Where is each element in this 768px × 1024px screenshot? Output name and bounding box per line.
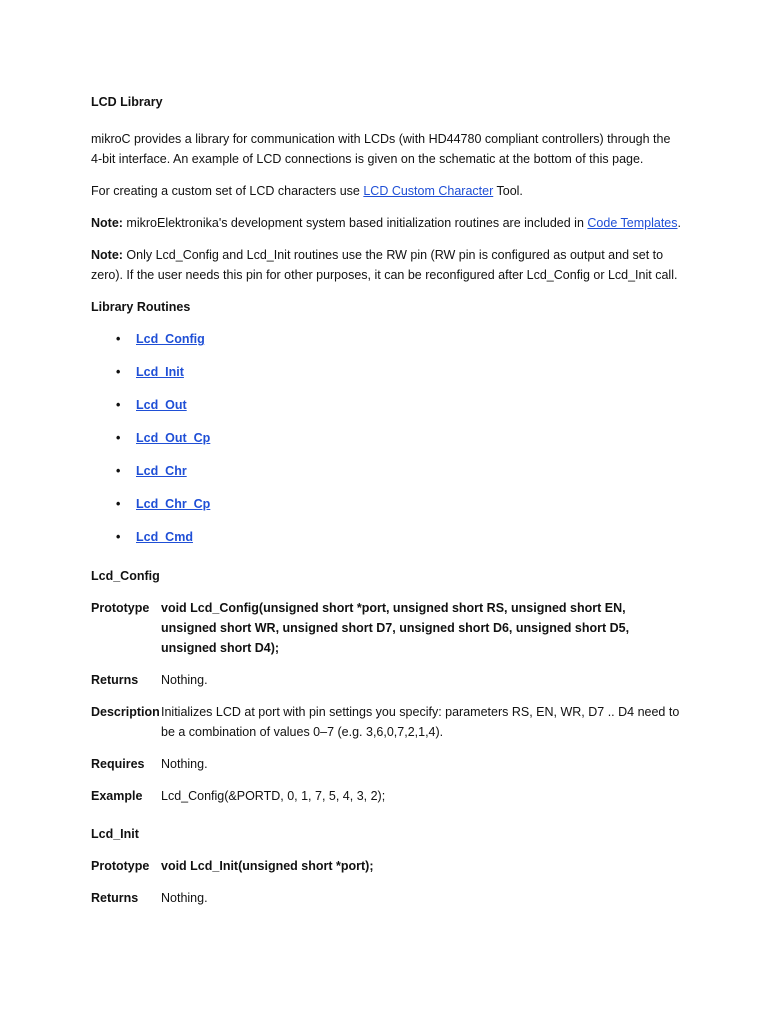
custom-character-paragraph [91, 181, 681, 201]
list-item [91, 494, 681, 527]
lcd-config-table [91, 598, 681, 818]
prototype-label: Prototype [91, 601, 150, 615]
intro-paragraph: mikroC provides a library for communication with LCDs (with HD44780 compliant controllers) through the 4-bit interface. An example of LCD connections is given on the schematic at the bottom of this page. [91, 132, 671, 166]
table-row [91, 786, 681, 818]
example-value: Lcd_Config(&PORTD, 0, 1, 7, 5, 4, 3, 2); [161, 789, 386, 803]
table-row [91, 856, 681, 888]
routine-link-lcd-cmd[interactable]: Lcd_Cmd [136, 530, 193, 544]
table-row [91, 670, 681, 702]
custom-prefix-text: For creating a custom set of LCD characters use [91, 184, 364, 198]
routine-link-lcd-chr[interactable]: Lcd_Chr [136, 464, 187, 478]
example-label: Example [91, 789, 143, 803]
table-row [91, 888, 681, 920]
description-value: Initializes LCD at port with pin settings you specify: parameters RS, EN, WR, D7 .. D4 need to be a combination of values 0–7 (e.g. 3,6,0,7,2,1,4). [161, 705, 680, 739]
note-rw-pin [91, 245, 681, 285]
bullet-icon: • [116, 431, 121, 445]
list-item [91, 428, 681, 461]
requires-label: Requires [91, 757, 145, 771]
table-row [91, 702, 681, 754]
bullet-icon: • [116, 464, 121, 478]
bullet-icon: • [116, 530, 121, 544]
returns-value: Nothing. [161, 891, 208, 905]
bullet-icon: • [116, 365, 121, 379]
prototype-value: void Lcd_Config(unsigned short *port, unsigned short RS, unsigned short EN, unsigned short WR, unsigned short D7, unsigned short D6, unsigned short D5, unsigned short D4); [161, 601, 630, 655]
note-text: mikroElektronika's development system based initialization routines are included in [122, 216, 588, 230]
note-text: Only Lcd_Config and Lcd_Init routines use the RW pin (RW pin is configured as output and set to zero). If the user needs this pin for other purposes, it can be reconfigured after Lcd_Config or Lcd_Init call. [91, 248, 678, 282]
lcd-config-heading: Lcd_Config [91, 569, 160, 583]
table-row [91, 754, 681, 786]
prototype-value: void Lcd_Init(unsigned short *port); [161, 859, 374, 873]
routine-link-lcd-chr-cp[interactable]: Lcd_Chr_Cp [136, 497, 211, 511]
lcd-custom-character-link[interactable]: LCD Custom Character [363, 184, 494, 198]
bullet-icon: • [116, 332, 121, 346]
routine-link-lcd-out[interactable]: Lcd_Out [136, 398, 187, 412]
list-item [91, 329, 681, 362]
lcd-init-table [91, 856, 681, 920]
requires-value: Nothing. [161, 757, 208, 771]
returns-label: Returns [91, 673, 139, 687]
returns-label: Returns [91, 891, 139, 905]
routine-link-lcd-config[interactable]: Lcd_Config [136, 332, 205, 346]
bullet-icon: • [116, 398, 121, 412]
note-code-templates [91, 213, 681, 233]
note-label: Note: [91, 248, 123, 262]
note-label: Note: [91, 216, 123, 230]
bullet-icon: • [116, 497, 121, 511]
returns-value: Nothing. [161, 673, 208, 687]
code-templates-link[interactable]: Code Templates [587, 216, 678, 230]
prototype-label: Prototype [91, 859, 150, 873]
routine-link-lcd-out-cp[interactable]: Lcd_Out_Cp [136, 431, 211, 445]
lcd-init-heading: Lcd_Init [91, 827, 139, 841]
table-row [91, 598, 681, 670]
routines-list [91, 329, 681, 560]
list-item [91, 461, 681, 494]
document-page [91, 92, 681, 926]
note-end: . [677, 216, 681, 230]
list-item [91, 362, 681, 395]
list-item [91, 395, 681, 428]
page-title: LCD Library [91, 95, 163, 109]
library-routines-heading: Library Routines [91, 300, 191, 314]
description-label: Description [91, 705, 160, 719]
list-item [91, 527, 681, 560]
routine-link-lcd-init[interactable]: Lcd_Init [136, 365, 184, 379]
custom-suffix-text: Tool. [493, 184, 523, 198]
